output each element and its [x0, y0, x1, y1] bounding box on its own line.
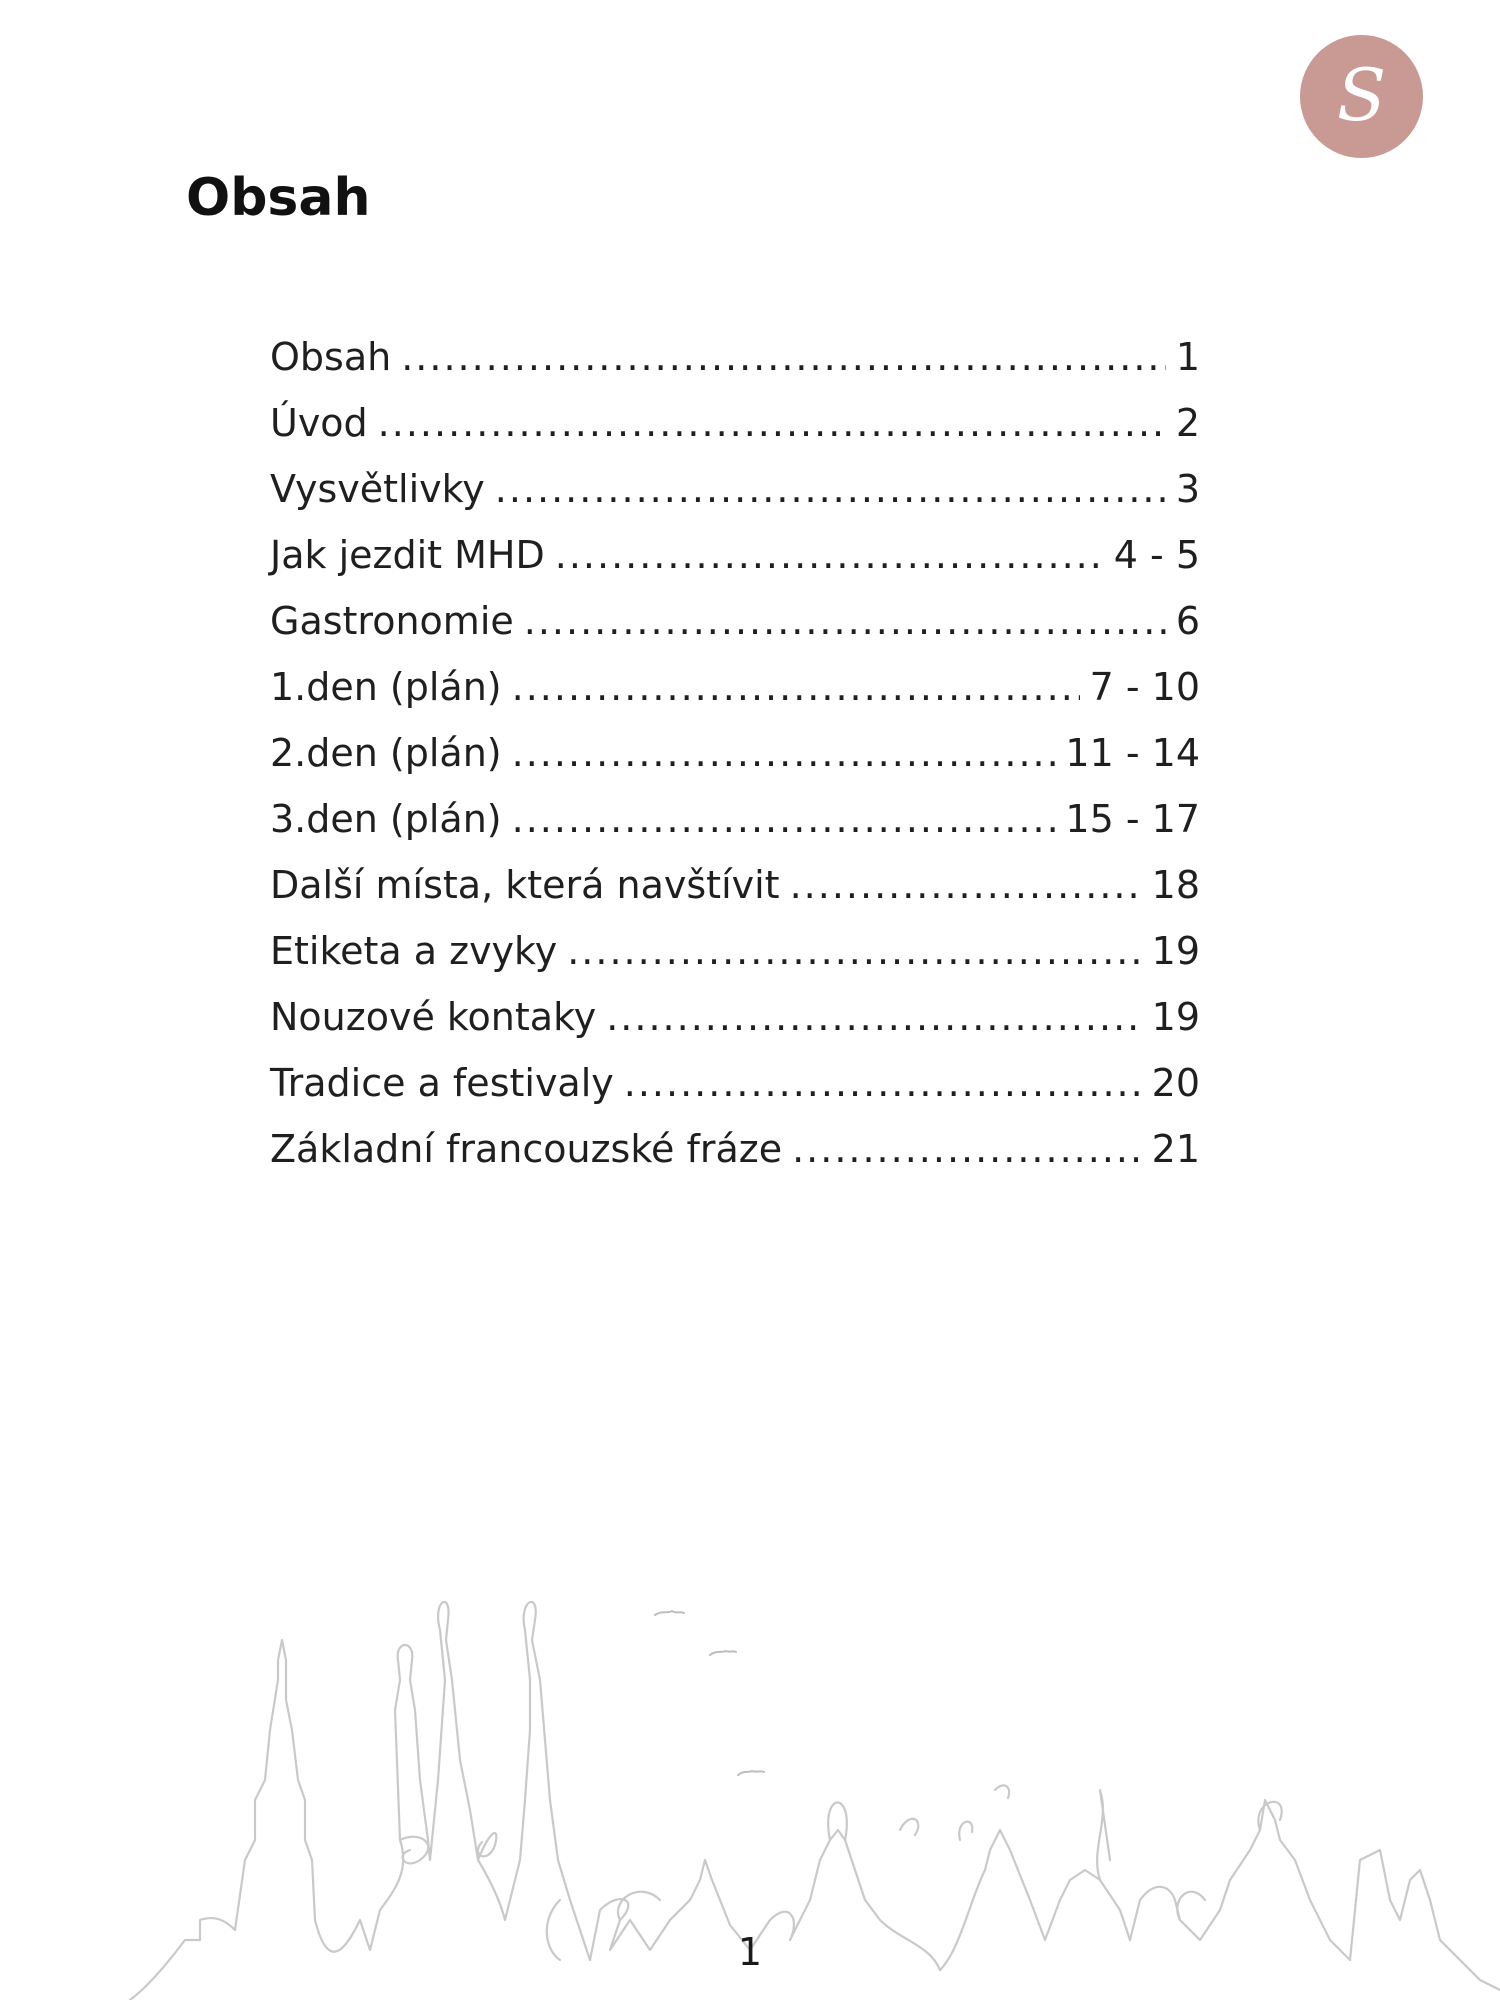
toc-dot-leader [555, 533, 1104, 577]
toc-dot-leader [790, 863, 1142, 907]
city-skyline-illustration [0, 1480, 1500, 2000]
toc-entry-page: 11 - 14 [1065, 731, 1200, 775]
toc-dot-leader [567, 929, 1141, 973]
toc-dot-leader [495, 467, 1166, 511]
toc-entry-label: Jak jezdit MHD [270, 533, 545, 577]
toc-entry-label: Další místa, která navštívit [270, 863, 780, 907]
toc-entry-etiketa[interactable] [270, 929, 1200, 995]
toc-dot-leader [624, 1061, 1142, 1105]
toc-dot-leader [512, 665, 1080, 709]
brand-logo [1300, 35, 1423, 158]
toc-entry-label: Základní francouzské fráze [270, 1127, 783, 1171]
toc-entry-label: Nouzové kontaky [270, 995, 597, 1039]
toc-entry-tradice[interactable] [270, 1061, 1200, 1127]
toc-entry-label: Etiketa a zvyky [270, 929, 558, 973]
toc-dot-leader [401, 335, 1166, 379]
toc-entry-fraze[interactable] [270, 1127, 1200, 1193]
toc-entry-page: 2 [1175, 401, 1200, 445]
toc-dot-leader [606, 995, 1141, 1039]
toc-entry-label: 2.den (plán) [270, 731, 502, 775]
toc-entry-day-2[interactable] [270, 731, 1200, 797]
toc-entry-page: 21 [1151, 1127, 1200, 1171]
toc-entry-nouzove-kontakty[interactable] [270, 995, 1200, 1061]
toc-entry-label: Vysvětlivky [270, 467, 485, 511]
page-title: Obsah [186, 168, 371, 228]
table-of-contents [270, 335, 1200, 1193]
toc-entry-label: Úvod [270, 401, 368, 445]
toc-entry-page: 7 - 10 [1089, 665, 1200, 709]
toc-entry-page: 3 [1175, 467, 1200, 511]
toc-entry-page: 1 [1175, 335, 1200, 379]
brand-logo-letter: S [1336, 52, 1387, 137]
toc-entry-label: 1.den (plán) [270, 665, 502, 709]
toc-dot-leader [512, 797, 1056, 841]
toc-dot-leader [792, 1127, 1142, 1171]
toc-entry-page: 15 - 17 [1065, 797, 1200, 841]
toc-entry-label: Tradice a festivaly [270, 1061, 614, 1105]
toc-dot-leader [524, 599, 1166, 643]
toc-entry-mhd[interactable] [270, 533, 1200, 599]
toc-entry-gastronomie[interactable] [270, 599, 1200, 665]
toc-entry-label: Obsah [270, 335, 392, 379]
toc-entry-vysvetlivky[interactable] [270, 467, 1200, 533]
toc-entry-page: 4 - 5 [1113, 533, 1200, 577]
toc-entry-label: 3.den (plán) [270, 797, 502, 841]
toc-entry-obsah[interactable] [270, 335, 1200, 401]
toc-entry-day-1[interactable] [270, 665, 1200, 731]
toc-entry-page: 20 [1151, 1061, 1200, 1105]
toc-entry-page: 6 [1175, 599, 1200, 643]
toc-entry-page: 18 [1151, 863, 1200, 907]
toc-entry-uvod[interactable] [270, 401, 1200, 467]
toc-entry-page: 19 [1151, 995, 1200, 1039]
page-number: 1 [737, 1930, 763, 1974]
toc-entry-day-3[interactable] [270, 797, 1200, 863]
toc-entry-dalsi-mista[interactable] [270, 863, 1200, 929]
toc-entry-page: 19 [1151, 929, 1200, 973]
toc-entry-label: Gastronomie [270, 599, 514, 643]
toc-dot-leader [512, 731, 1056, 775]
toc-dot-leader [378, 401, 1166, 445]
